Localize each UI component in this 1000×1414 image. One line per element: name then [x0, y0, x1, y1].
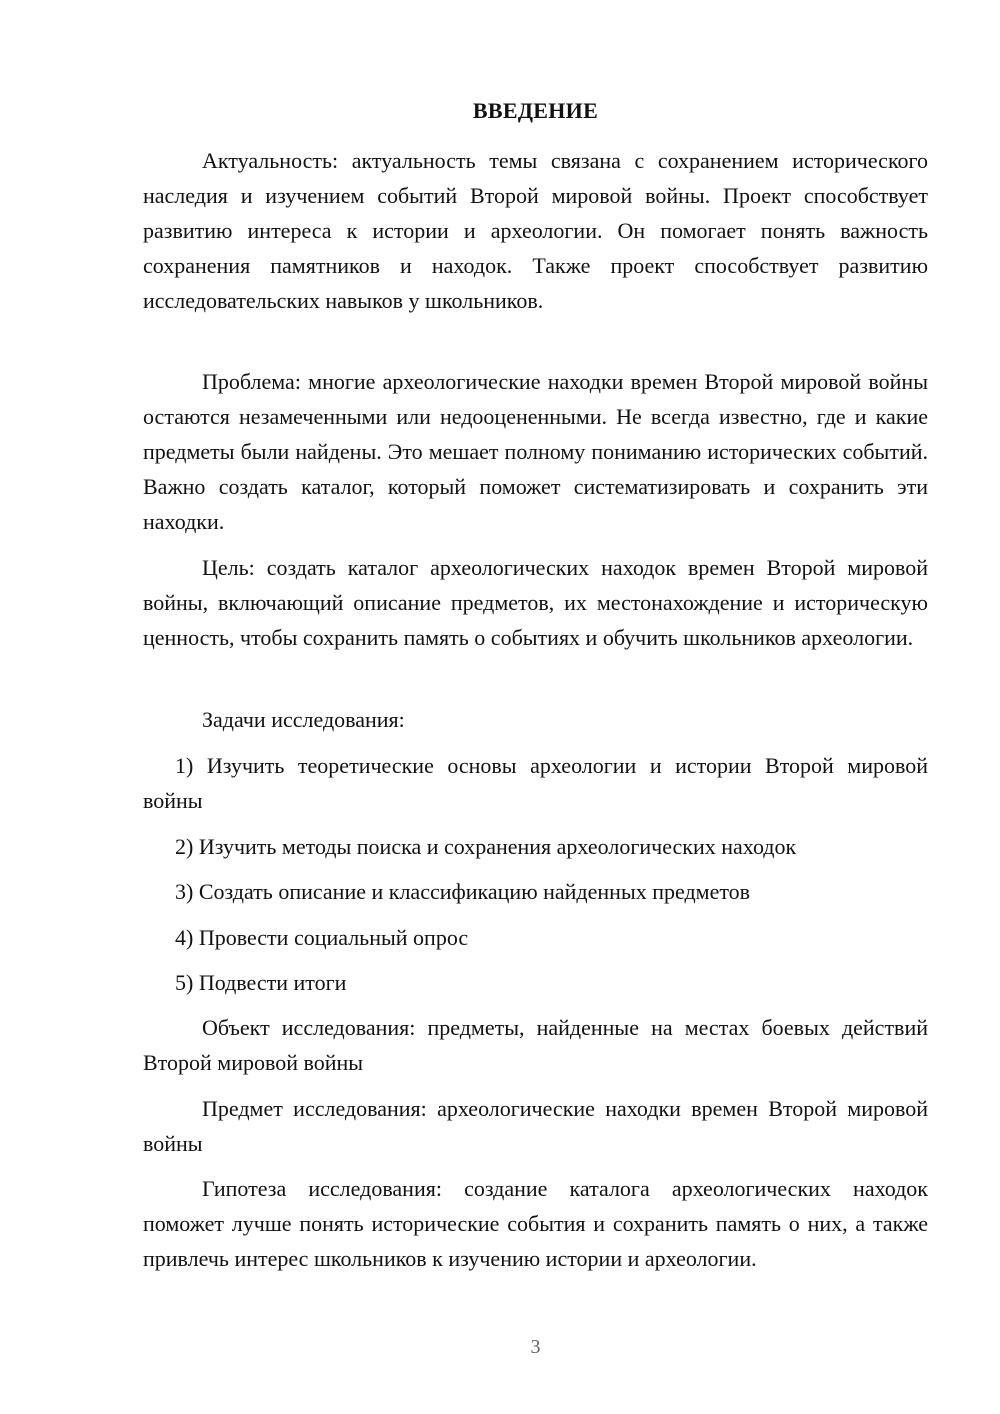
paragraph-subject: Предмет исследования: археологические находки времен Второй мировой войны	[143, 1096, 928, 1156]
list-item-task-5: 5) Подвести итоги	[175, 970, 347, 995]
list-item-task-4: 4) Провести социальный опрос	[175, 925, 469, 950]
paragraph-relevance: Актуальность: актуальность темы связана с сохранением исторического наследия и изучением событий Второй мировой войны. Проект способствует развитию интереса к истории и археологии. Он помогает понять важность сохранения памятников и находок. Также проект способствует развитию исследовательских навыков у школьников.	[143, 148, 928, 313]
paragraph-hypothesis: Гипотеза исследования: создание каталога археологических находок поможет лучше понять исторические события и сохранить память о них, а также привлечь интерес школьников к изучению истории и археологии.	[143, 1176, 928, 1271]
list-item-task-1: 1) Изучить теоретические основы археологии и истории Второй мировой войны	[143, 753, 928, 813]
list-item-task-3: 3) Создать описание и классификацию найденных предметов	[175, 879, 751, 904]
page-title: ВВЕДЕНИЕ	[472, 98, 599, 123]
paragraph-problem: Проблема: многие археологические находки времен Второй мировой войны остаются незамеченными или недооцененными. Не всегда известно, где и какие предметы были найдены. Это мешает полному пониманию исторических событий. Важно создать каталог, который поможет систематизировать и сохранить эти находки.	[143, 369, 928, 534]
paragraph-object: Объект исследования: предметы, найденные на местах боевых действий Второй мировой войны	[143, 1015, 928, 1075]
paragraph-tasks-heading: Задачи исследования:	[202, 707, 405, 732]
page-number: 3	[530, 1336, 541, 1358]
paragraph-goal: Цель: создать каталог археологических находок времен Второй мировой войны, включающий описание предметов, их местонахождение и историческую ценность, чтобы сохранить память о событиях и обучить школьников археологии.	[143, 555, 928, 650]
list-item-task-2: 2) Изучить методы поиска и сохранения археологических находок	[175, 834, 797, 859]
